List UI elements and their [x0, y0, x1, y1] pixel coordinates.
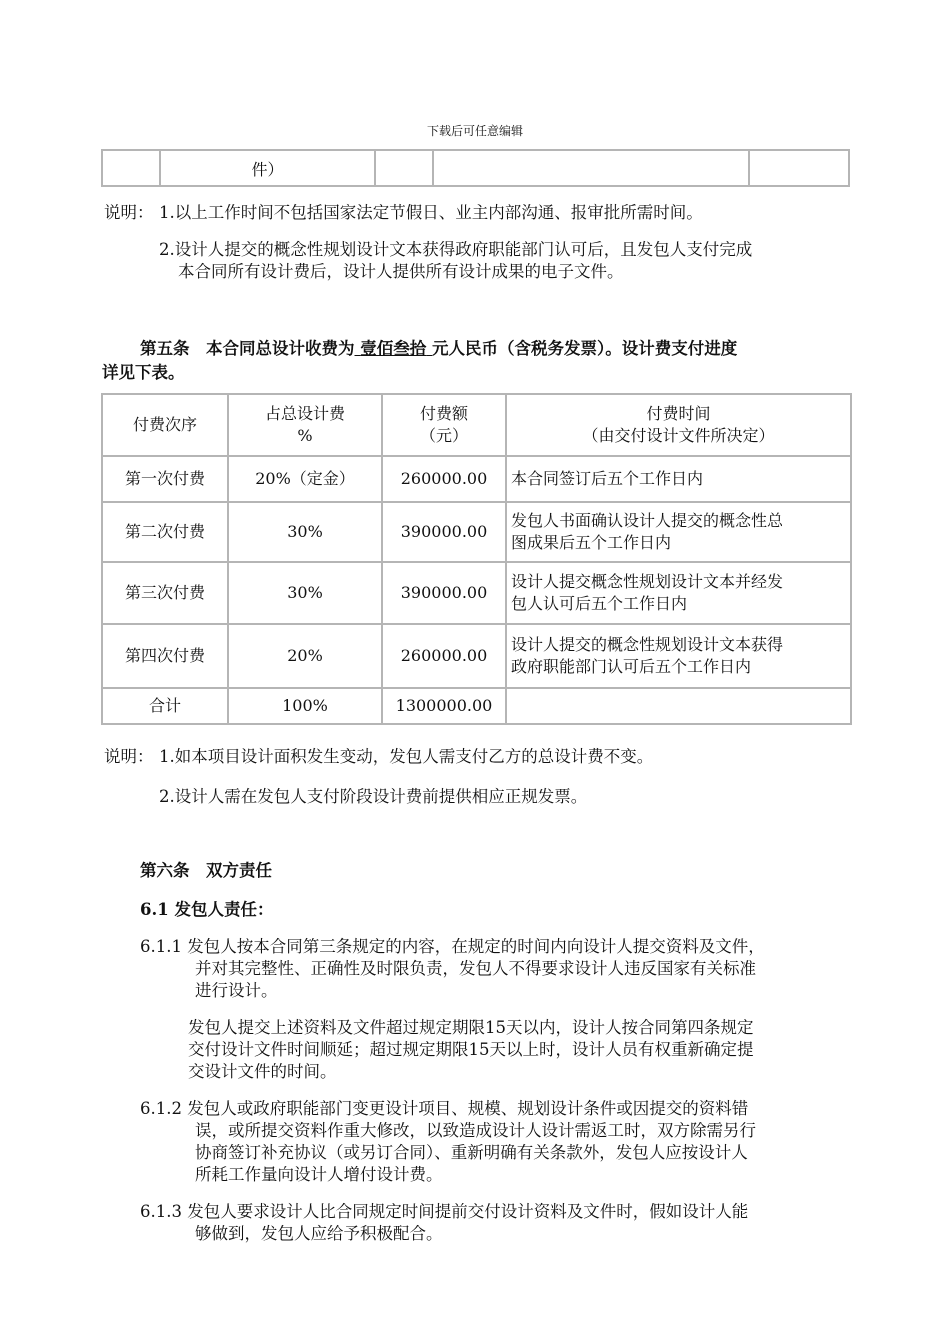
header-cell: 付费次序 [102, 394, 228, 456]
table-row: 第三次付费 30% 390000.00 设计人提交概念性规划设计文本并经发 包人认可后五个工作日内 [102, 562, 851, 624]
para-line1: 发包人提交上述资料及文件超过规定期限15天以内，设计人按合同第四条规定 [188, 1018, 754, 1037]
article5-line1: 第五条 本合同总设计收费为 壹佰叁拾 元人民币（含税务发票）。设计费支付进度 [140, 339, 738, 358]
note2-item1: 1.如本项目设计面积发生变动，发包人需支付乙方的总设计费不变。 [159, 747, 654, 766]
header-cell: 占总设计费 % [228, 394, 382, 456]
clause-6-1-2-line2: 误，或所提交资料作重大修改，以致造成设计人设计需返工时，双方除需另行 [195, 1121, 756, 1140]
clause-6-1-1-line2: 并对其完整性、正确性及时限负责，发包人不得要求设计人违反国家有关标准 [195, 959, 756, 978]
note1-item2-line2: 本合同所有设计费后，设计人提供所有设计成果的电子文件。 [178, 262, 624, 281]
table-row: 第四次付费 20% 260000.00 设计人提交的概念性规划设计文本获得 政府职能部门认可后五个工作日内 [102, 624, 851, 688]
para-line2: 交付设计文件时间顺延；超过规定期限15天以上时，设计人员有权重新确定提 [188, 1040, 754, 1059]
table-row: 第一次付费 20%（定金） 260000.00 本合同签订后五个工作日内 [102, 456, 851, 502]
clause-6-1-1-line3: 进行设计。 [195, 981, 278, 1000]
header-cell: 付费时间 （由交付设计文件所决定） [506, 394, 851, 456]
fee-amount: 壹佰叁拾 [360, 339, 427, 358]
note1-prefix: 说明： [104, 203, 154, 222]
top-table [101, 149, 850, 187]
article6-title: 第六条 双方责任 [140, 861, 272, 880]
table-row: 第二次付费 30% 390000.00 发包人书面确认设计人提交的概念性总 图成果后五个工作日内 [102, 502, 851, 562]
clause-6-1-3-line2: 够做到，发包人应给予积极配合。 [195, 1224, 443, 1243]
note2-item2: 2.设计人需在发包人支付阶段设计费前提供相应正规发票。 [159, 787, 588, 806]
article5-line2: 详见下表。 [102, 363, 185, 382]
table-total-row: 合计 100% 1300000.00 [102, 688, 851, 724]
payment-table [101, 393, 852, 725]
header-cell: 付费额 （元） [382, 394, 506, 456]
section-6-1: 6.1 发包人责任： [140, 900, 274, 919]
clause-6-1-2-line4: 所耗工作量向设计人增付设计费。 [195, 1165, 443, 1184]
clause-6-1-2-line1: 6.1.2 发包人或政府职能部门变更设计项目、规模、规划设计条件或因提交的资料错 [140, 1099, 749, 1118]
note2-prefix: 说明： [104, 747, 154, 766]
para-line3: 交设计文件的时间。 [188, 1062, 337, 1081]
note1-item1: 1.以上工作时间不包括国家法定节假日、业主内部沟通、报审批所需时间。 [159, 203, 703, 222]
clause-6-1-3-line1: 6.1.3 发包人要求设计人比合同规定时间提前交付设计资料及文件时，假如设计人能 [140, 1202, 749, 1221]
page-header: 下载后可任意编辑 [426, 124, 523, 138]
table-header-row [102, 394, 851, 456]
clause-6-1-1-line1: 6.1.1 发包人按本合同第三条规定的内容，在规定的时间内向设计人提交资料及文件， [140, 937, 765, 956]
note1-item2-line1: 2.设计人提交的概念性规划设计文本获得政府职能部门认可后，且发包人支付完成 [159, 240, 753, 259]
table-cell: 件） [160, 150, 375, 186]
clause-6-1-2-line3: 协商签订补充协议（或另订合同）、重新明确有关条款外，发包人应按设计人 [195, 1143, 748, 1162]
table-row [102, 150, 849, 186]
